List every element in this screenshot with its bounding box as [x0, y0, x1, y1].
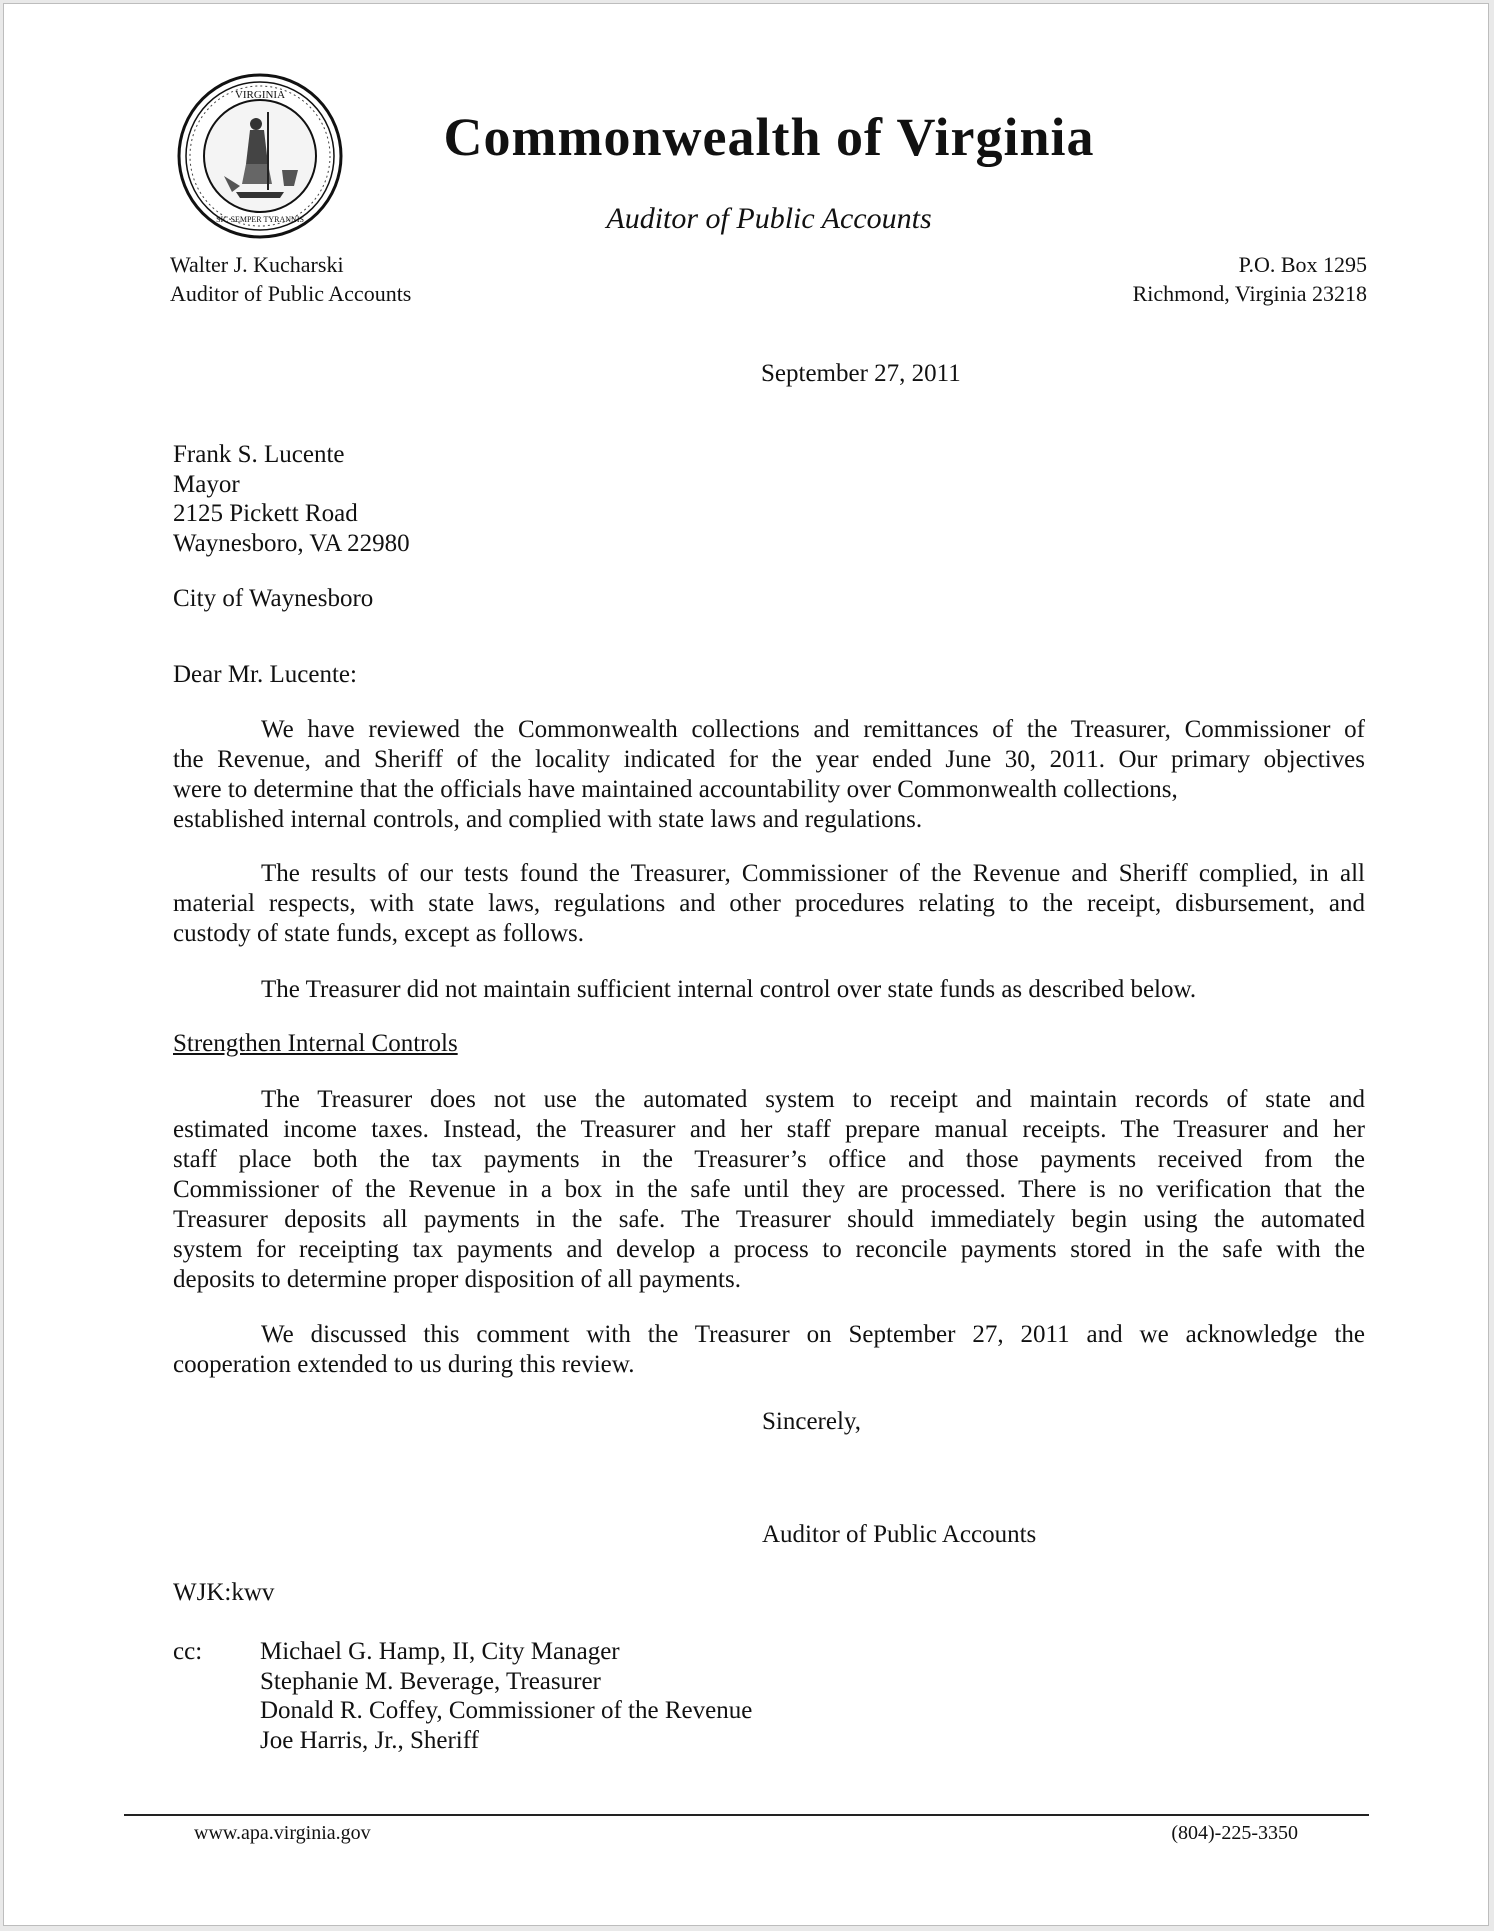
paragraph-2-line: custody of state funds, except as follows.	[173, 920, 585, 947]
paragraph-3-line: The Treasurer did not maintain sufficient internal control over state funds as described below.	[261, 976, 1197, 1003]
typist-initials: WJK:kwv	[173, 1579, 275, 1606]
seal-text-bottom: SIC SEMPER TYRANNIS	[216, 215, 304, 224]
paragraph-5	[173, 1320, 1365, 1380]
footer-phone: (804)-225-3350	[1171, 1822, 1298, 1844]
paragraph-4-line: estimated income taxes. Instead, the Treasurer and her staff prepare manual receipts. The Treasurer and her	[173, 1116, 1365, 1143]
city-state-zip: Richmond, Virginia 23218	[1132, 281, 1367, 306]
section-heading: Strengthen Internal Controls	[173, 1030, 458, 1057]
paragraph-5-line: We discussed this comment with the Treasurer on September 27, 2011 and we acknowledge the	[261, 1321, 1365, 1348]
recipient-title: Mayor	[173, 470, 240, 498]
recipient-locality: City of Waynesboro	[173, 585, 374, 612]
footer-website: www.apa.virginia.gov	[194, 1822, 371, 1844]
seal-text-top: VIRGINIA	[234, 89, 286, 101]
recipient-address-line-2: Waynesboro, VA 22980	[173, 529, 410, 557]
paragraph-4-line: Treasurer deposits all payments in the safe. The Treasurer should immediately begin using the automated	[173, 1206, 1365, 1233]
cc-label: cc:	[173, 1638, 203, 1665]
recipient-block	[173, 440, 410, 558]
salutation: Dear Mr. Lucente:	[173, 661, 357, 688]
sender-title: Auditor of Public Accounts	[170, 281, 412, 306]
sender-address-block	[1133, 250, 1367, 308]
cc-list	[260, 1637, 752, 1755]
paragraph-4	[173, 1085, 1365, 1295]
recipient-address-line-1: 2125 Pickett Road	[173, 500, 358, 527]
cc-recipient: Stephanie M. Beverage, Treasurer	[260, 1667, 601, 1695]
paragraph-4-line: The Treasurer does not use the automated system to receipt and maintain records of state and	[261, 1086, 1365, 1113]
paragraph-1-line: were to determine that the officials have maintained accountability over Commonwealth collections,	[173, 776, 1178, 803]
sender-name: Walter J. Kucharski	[170, 252, 344, 277]
paragraph-1-line: the Revenue, and Sheriff of the locality indicated for the year ended June 30, 2011. Our primary objectives	[173, 746, 1365, 773]
sender-block	[170, 250, 411, 308]
paragraph-2	[173, 859, 1365, 949]
letterhead-subtitle: Auditor of Public Accounts	[606, 202, 932, 235]
paragraph-2-line: material respects, with state laws, regulations and other procedures relating to the receipt, disbursement, and	[173, 890, 1365, 917]
paragraph-4-line: staff place both the tax payments in the Treasurer’s office and those payments received from the	[173, 1146, 1365, 1173]
paragraph-3	[173, 975, 1365, 1005]
paragraph-2-line: The results of our tests found the Treasurer, Commissioner of the Revenue and Sheriff complied, in all	[261, 860, 1365, 887]
paragraph-1-line: established internal controls, and complied with state laws and regulations.	[173, 806, 923, 833]
footer-divider	[124, 1814, 1369, 1816]
paragraph-4-line: Commissioner of the Revenue in a box in the safe until they are processed. There is no verification that the	[173, 1176, 1365, 1203]
paragraph-4-line: system for receipting tax payments and develop a process to reconcile payments stored in the safe with the	[173, 1236, 1365, 1263]
valediction: Sincerely,	[762, 1408, 862, 1435]
paragraph-1-line: We have reviewed the Commonwealth collections and remittances of the Treasurer, Commissioner of	[261, 716, 1365, 743]
virginia-state-seal	[176, 72, 344, 240]
recipient-name: Frank S. Lucente	[173, 441, 345, 468]
paragraph-1	[173, 715, 1365, 835]
letter-date: September 27, 2011	[761, 360, 961, 387]
cc-recipient: Donald R. Coffey, Commissioner of the Revenue	[260, 1697, 753, 1724]
cc-recipient: Michael G. Hamp, II, City Manager	[260, 1638, 620, 1665]
paragraph-5-line: cooperation extended to us during this review.	[173, 1351, 635, 1378]
po-box: P.O. Box 1295	[1238, 252, 1367, 277]
cc-recipient: Joe Harris, Jr., Sheriff	[260, 1726, 479, 1754]
signature-title: Auditor of Public Accounts	[762, 1521, 1037, 1548]
letter-page	[3, 3, 1489, 1926]
letterhead-title: Commonwealth of Virginia	[443, 107, 1095, 167]
paragraph-4-line: deposits to determine proper disposition of all payments.	[173, 1266, 741, 1293]
